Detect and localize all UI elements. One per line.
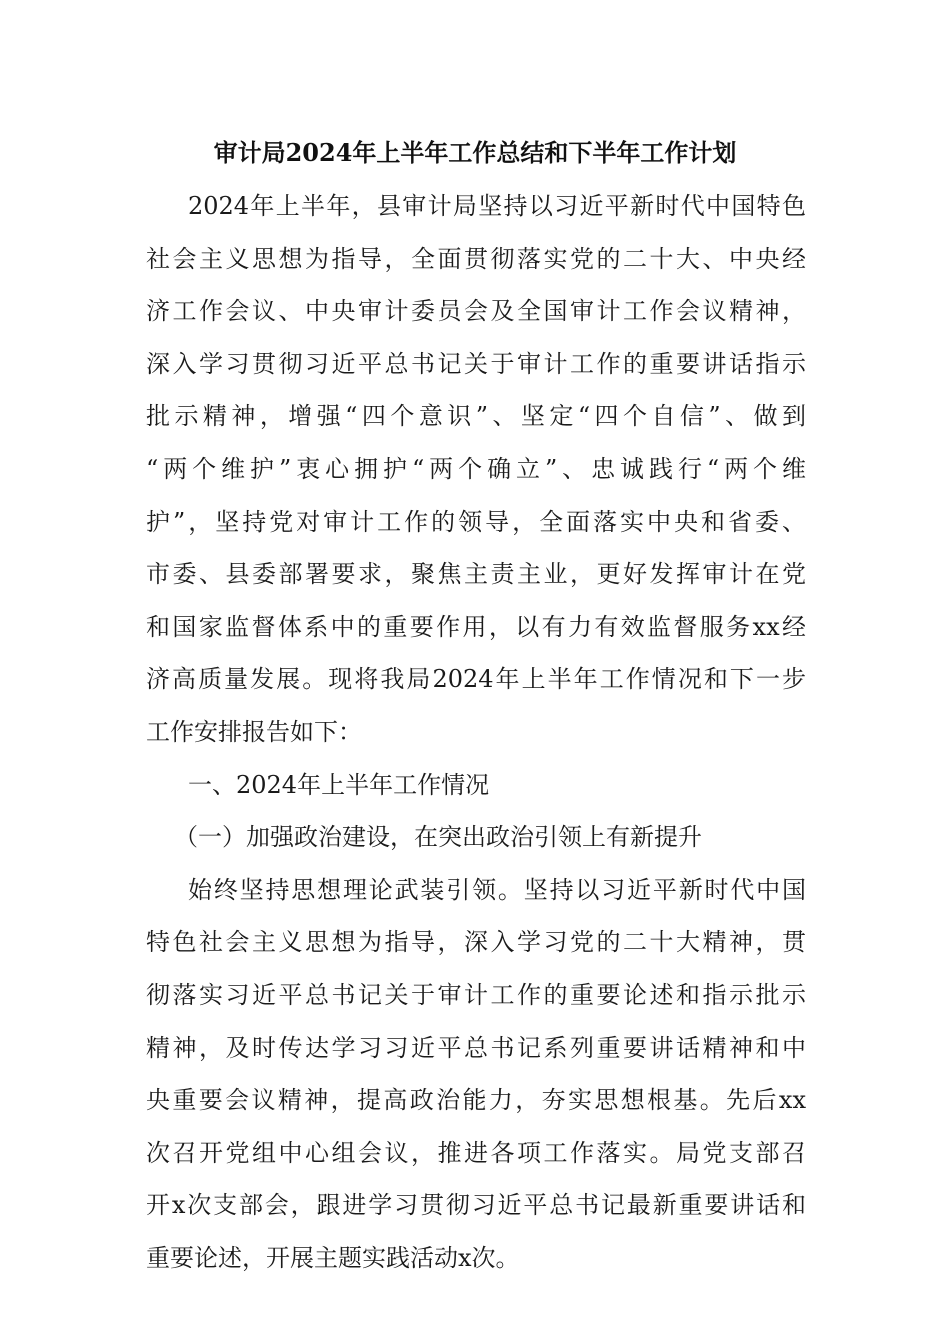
paragraph-line: 社会主义思想为指导，全面贯彻落实党的二十大、中央经	[146, 244, 806, 273]
intro-paragraph	[146, 180, 806, 759]
paragraph-line: 精神，及时传达学习习近平总书记系列重要讲话精神和中	[146, 1033, 806, 1062]
section-paragraph	[146, 864, 806, 1285]
paragraph-line: 市委、县委部署要求，聚焦主责主业，更好发挥审计在党	[146, 560, 806, 589]
paragraph-line: 央重要会议精神，提高政治能力，夯实思想根基。先后xx	[146, 1086, 806, 1115]
paragraph-line: 始终坚持思想理论武装引领。坚持以习近平新时代中国	[188, 875, 806, 904]
document-title: 审计局2024年上半年工作总结和下半年工作计划	[213, 138, 737, 167]
section-heading: 一、2024年上半年工作情况	[188, 770, 490, 799]
paragraph-line: 护”，坚持党对审计工作的领导，全面落实中央和省委、	[146, 507, 806, 536]
paragraph-line: 重要论述，开展主题实践活动x次。	[146, 1243, 520, 1272]
subsection-heading: （一）加强政治建设，在突出政治引领上有新提升	[174, 823, 702, 852]
paragraph-line: 开x次支部会，跟进学习贯彻习近平总书记最新重要讲话和	[146, 1191, 806, 1220]
paragraph-line: 济高质量发展。现将我局2024年上半年工作情况和下一步	[146, 665, 806, 694]
paragraph-line: 次召开党组中心组会议，推进各项工作落实。局党支部召	[146, 1138, 806, 1167]
paragraph-line: 批示精神，增强“四个意识”、坚定“四个自信”、做到	[146, 402, 806, 431]
paragraph-line: “两个维护”衷心拥护“两个确立”、忠诚践行“两个维	[146, 454, 806, 483]
paragraph-line: 和国家监督体系中的重要作用，以有力有效监督服务xx经	[146, 612, 806, 641]
paragraph-line: 工作安排报告如下：	[146, 717, 362, 746]
paragraph-line: 济工作会议、中央审计委员会及全国审计工作会议精神，	[146, 297, 806, 326]
paragraph-line: 特色社会主义思想为指导，深入学习党的二十大精神，贯	[146, 928, 806, 957]
document-body	[146, 180, 806, 1284]
paragraph-line: 深入学习贯彻习近平总书记关于审计工作的重要讲话指示	[146, 349, 806, 378]
paragraph-line: 彻落实习近平总书记关于审计工作的重要论述和指示批示	[146, 980, 806, 1009]
paragraph-line: 2024年上半年，县审计局坚持以习近平新时代中国特色	[188, 192, 806, 220]
